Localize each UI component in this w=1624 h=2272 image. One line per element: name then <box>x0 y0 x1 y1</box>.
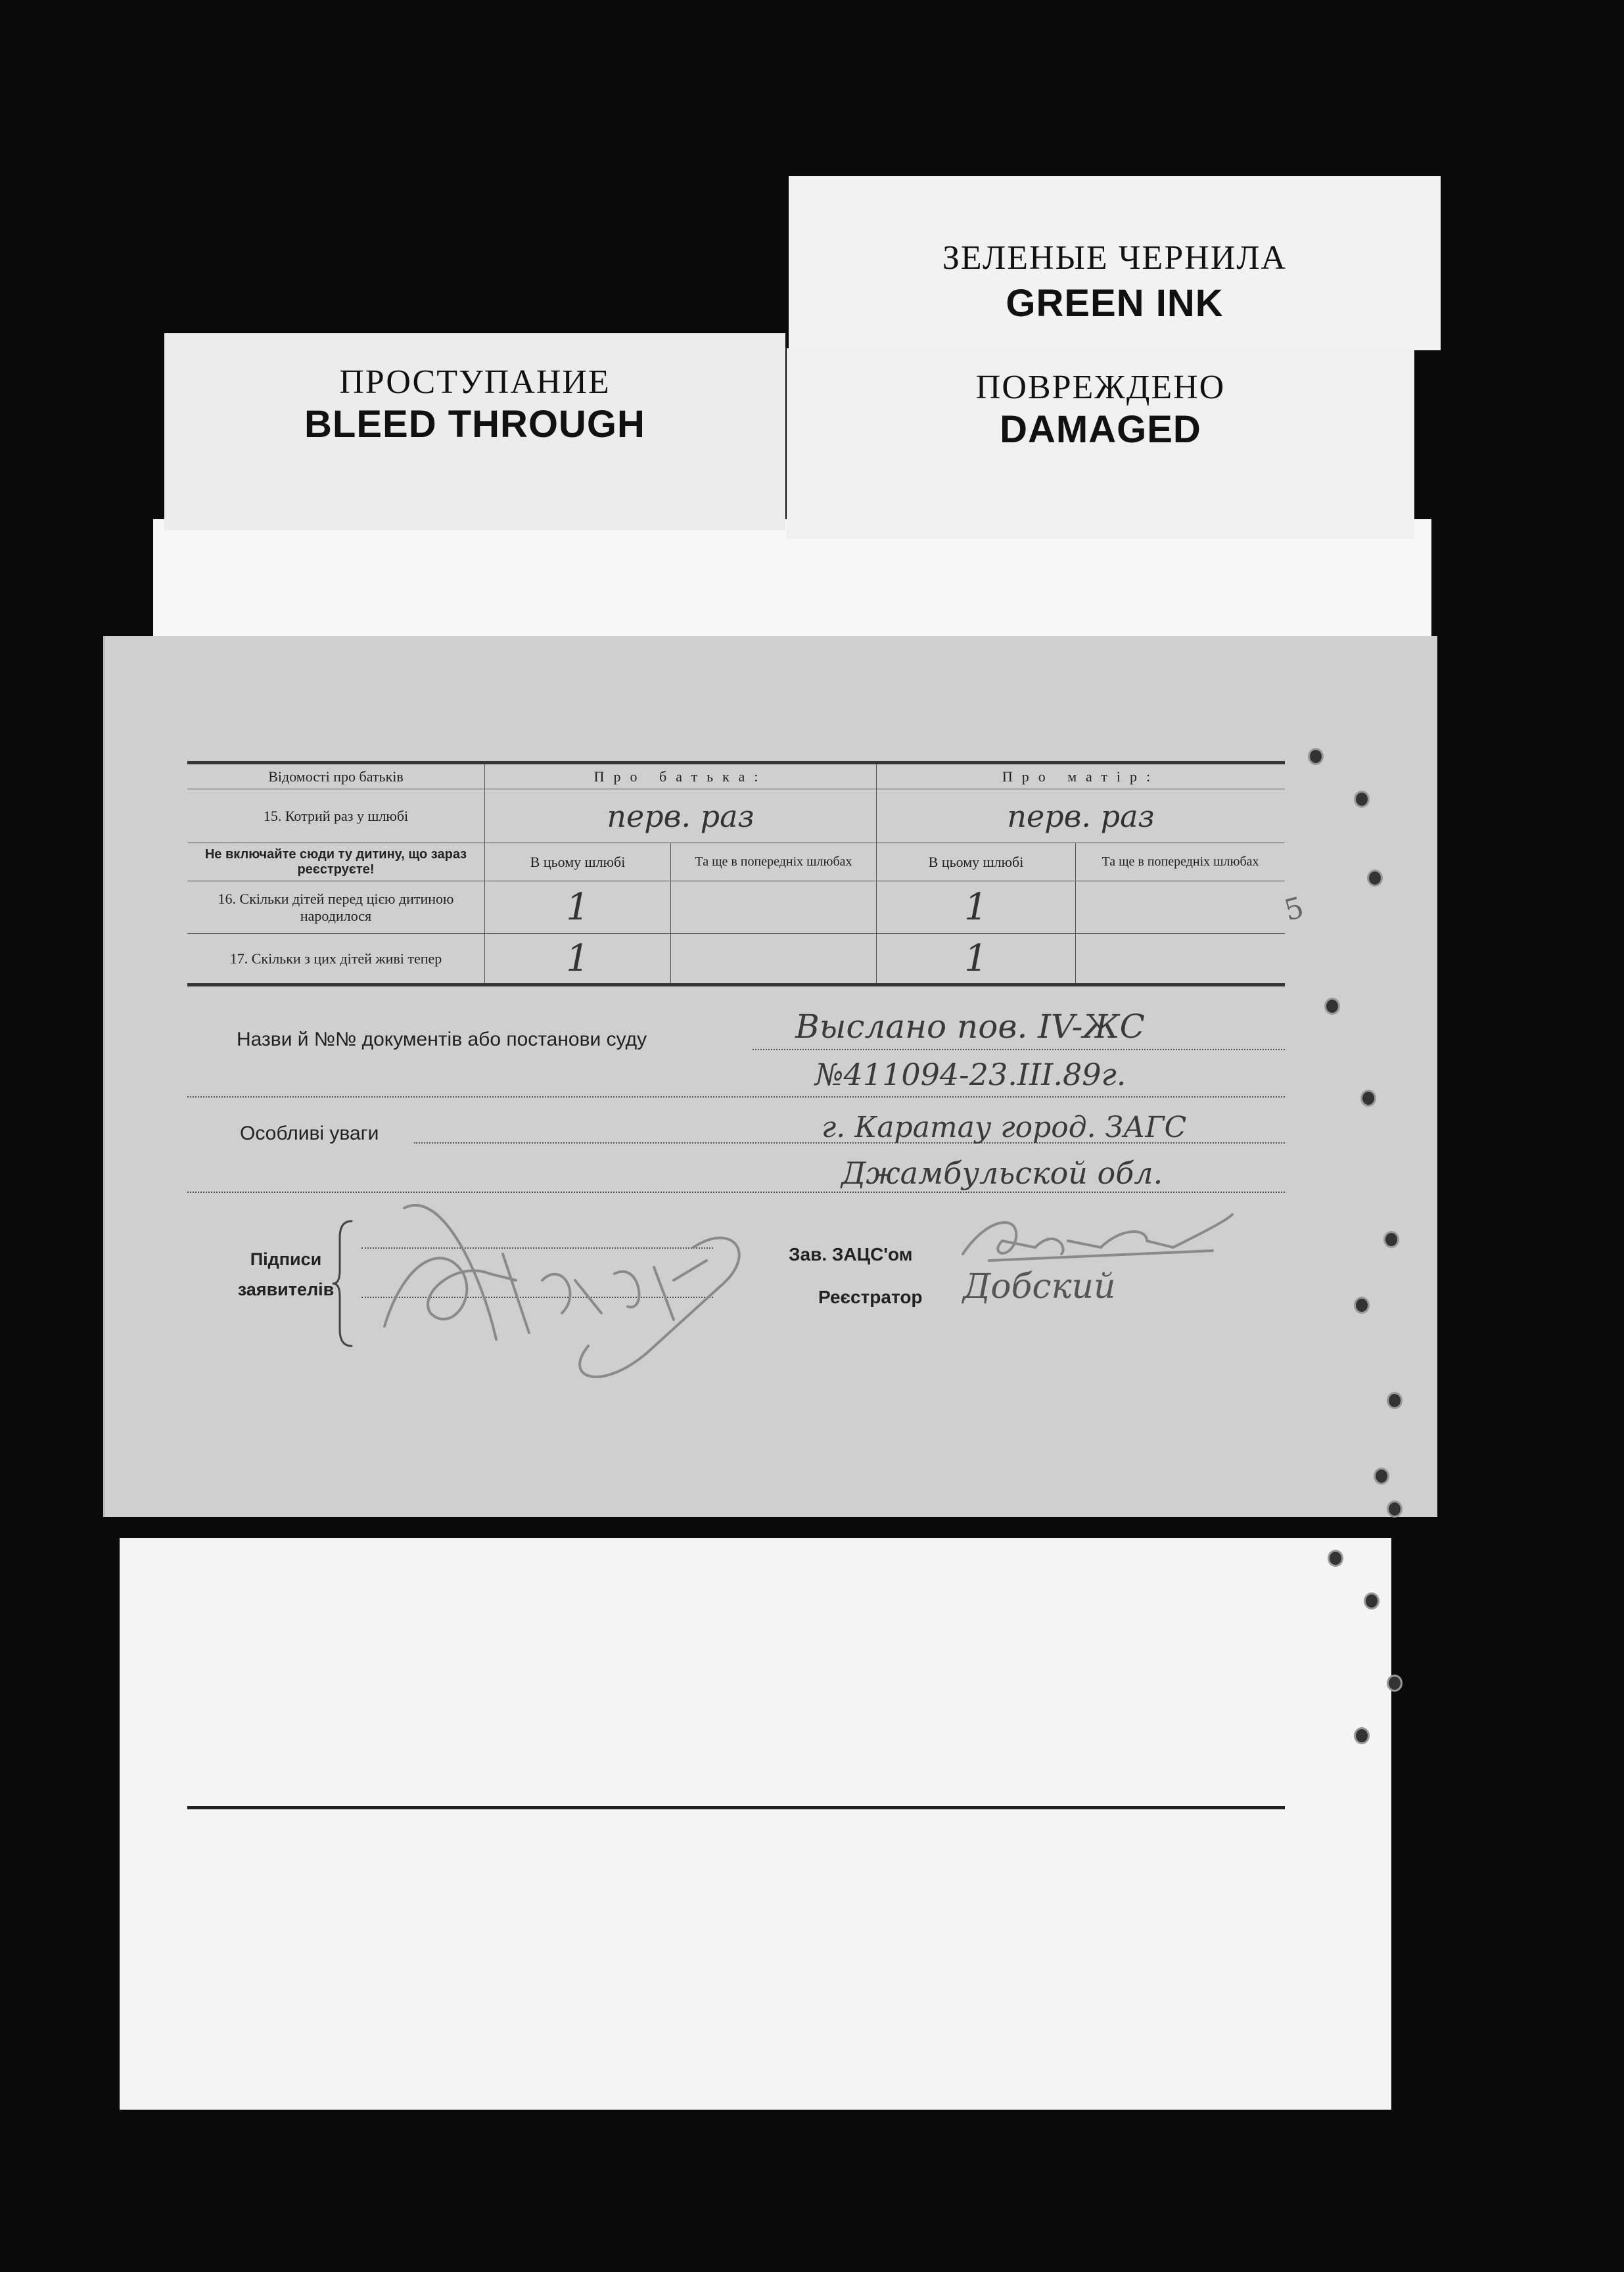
binding-hole <box>1308 748 1324 765</box>
binding-hole <box>1387 1675 1403 1692</box>
col-header: Відомості про батьків <box>187 763 485 789</box>
documents-line-2 <box>187 1096 1285 1098</box>
binding-hole <box>1324 998 1340 1015</box>
head-signature <box>950 1201 1245 1274</box>
q16-mother-this: 1 <box>877 881 1076 934</box>
q15-mother-value: перв. раз <box>877 789 1286 843</box>
father-header: Про батька: <box>485 763 877 789</box>
green-ink-ru-label: ЗЕЛЕНЫЕ ЧЕРНИЛА <box>942 239 1288 277</box>
blank-sheet-strip <box>153 519 1431 651</box>
registrar-label: Реєстратор <box>818 1287 923 1307</box>
q17-label: 17. Скільки з цих дітей живі тепер <box>187 934 485 985</box>
page-number-mark: 5 <box>1280 891 1308 928</box>
q16-mother-previous <box>1076 881 1286 934</box>
q17-father-previous <box>671 934 877 985</box>
q15-label: 15. Котрий раз у шлюбі <box>187 789 485 843</box>
binding-hole <box>1354 1297 1370 1314</box>
mother-previous-header: Та ще в попередніх шлюбах <box>1076 843 1286 881</box>
q15-father-value: перв. раз <box>485 789 877 843</box>
binding-hole <box>1387 1500 1403 1518</box>
binding-hole <box>1364 1592 1380 1610</box>
head-registry-label: Зав. ЗАЦС'ом <box>789 1244 913 1264</box>
remarks-handwriting-2: Джамбульской обл. <box>841 1155 1163 1191</box>
applicant-signature <box>365 1182 785 1399</box>
binding-hole <box>1354 791 1370 808</box>
registration-form-page <box>103 636 1437 1517</box>
binding-hole <box>1383 1231 1399 1248</box>
binding-hole <box>1328 1550 1343 1567</box>
registrar-signature: Добский <box>963 1267 1116 1307</box>
green-ink-card <box>789 176 1441 350</box>
binding-hole <box>1387 1392 1403 1409</box>
binding-hole <box>1354 1727 1370 1744</box>
binding-hole <box>1367 869 1383 887</box>
binding-hole <box>1374 1468 1389 1485</box>
documents-line-1 <box>753 1049 1285 1050</box>
q17-mother-previous <box>1076 934 1286 985</box>
father-previous-header: Та ще в попередніх шлюбах <box>671 843 877 881</box>
remarks-handwriting-1: г. Каратау город. ЗАГС <box>822 1111 1187 1144</box>
damaged-card <box>787 348 1414 539</box>
green-ink-en-label: GREEN INK <box>1006 282 1224 325</box>
mother-this-marriage-header: В цьому шлюбі <box>877 843 1076 881</box>
q17-father-this: 1 <box>485 934 671 985</box>
documents-label: Назви й №№ документів або постанови суду <box>237 1029 647 1050</box>
q17-mother-this: 1 <box>877 934 1076 985</box>
damaged-en-label: DAMAGED <box>1000 408 1201 451</box>
father-this-marriage-header: В цьому шлюбі <box>485 843 671 881</box>
mother-header: Про матір: <box>877 763 1286 789</box>
remarks-label: Особливі уваги <box>240 1123 379 1144</box>
damaged-ru-label: ПОВРЕЖДЕНО <box>975 369 1226 406</box>
documents-handwriting-2: №411094-23.III.89г. <box>815 1057 1126 1092</box>
parents-info-table <box>187 761 1285 986</box>
q16-label: 16. Скільки дітей перед цією дитиною народилося <box>187 881 485 934</box>
bleed-through-en-label: BLEED THROUGH <box>304 403 645 446</box>
signature-bracket <box>332 1218 358 1349</box>
q16-father-previous <box>671 881 877 934</box>
q16-father-this: 1 <box>485 881 671 934</box>
bleed-through-ru-label: ПРОСТУПАНИЕ <box>339 363 611 401</box>
applicants-signatures-label: Підписи заявителів <box>237 1249 335 1299</box>
back-page <box>120 1538 1391 2110</box>
bleed-through-card <box>164 333 785 530</box>
binding-hole <box>1360 1090 1376 1107</box>
documents-handwriting-1: Выслано пов. IV-ЖС <box>795 1008 1145 1046</box>
bottom-rule <box>187 1806 1285 1809</box>
exclusion-note: Не включайте сюди ту дитину, що зараз реєструєте! <box>187 843 485 881</box>
